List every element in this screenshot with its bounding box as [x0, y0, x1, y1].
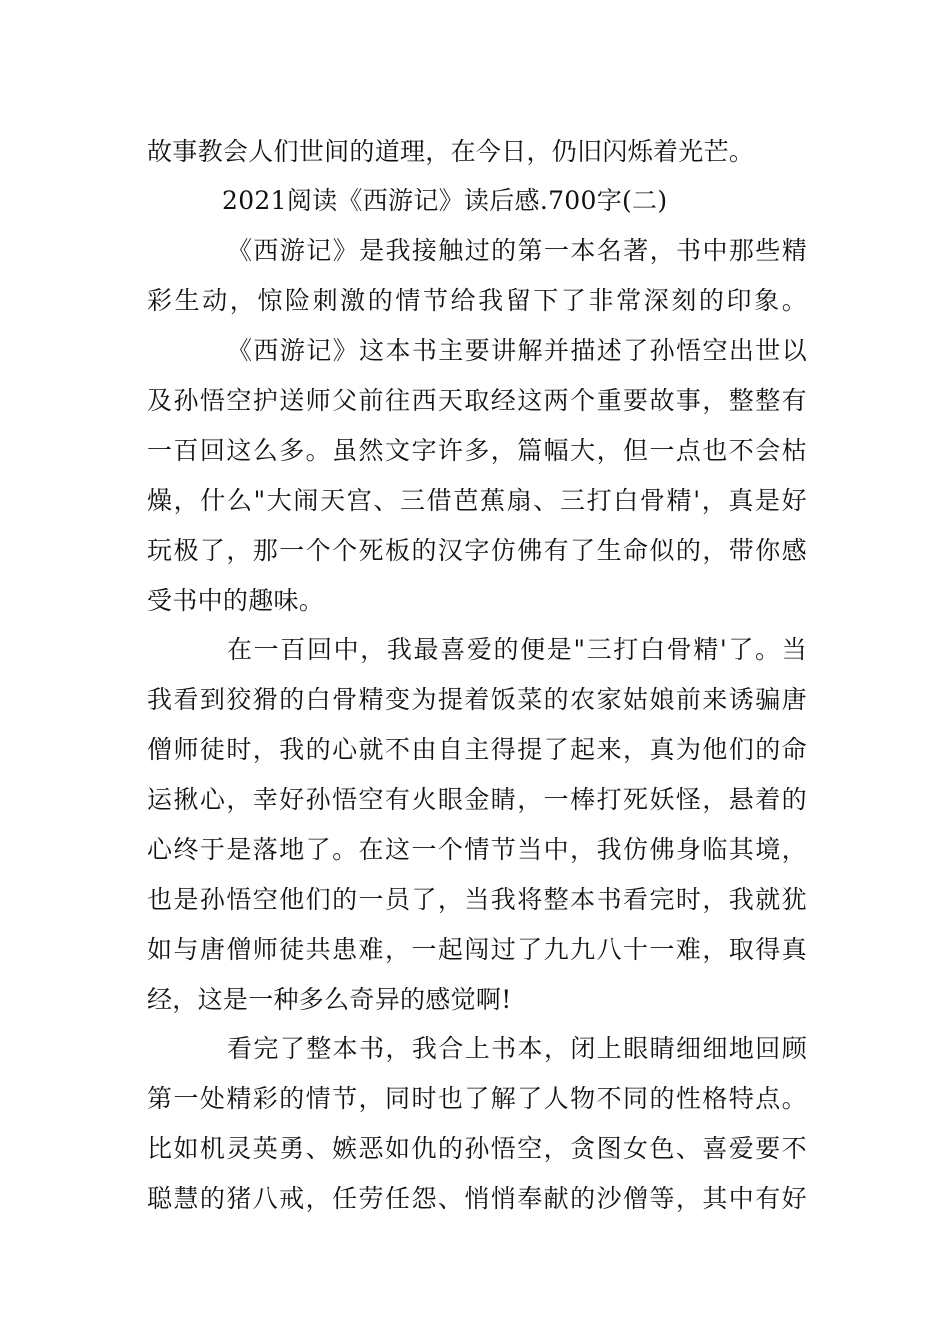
text-line: 僧师徒时，我的心就不由自主得提了起来，真为他们的命	[147, 735, 807, 764]
text-line: 第一处精彩的情节，同时也了解了人物不同的性格特点。	[147, 1084, 807, 1113]
text-line: 及孙悟空护送师父前往西天取经这两个重要故事，整整有	[147, 386, 807, 415]
text-line: 一百回这么多。虽然文字许多，篇幅大，但一点也不会枯	[147, 436, 807, 465]
text-line: 运揪心，幸好孙悟空有火眼金睛，一棒打死妖怪，悬着的	[147, 785, 807, 814]
text-line: 看完了整本书，我合上书本，闭上眼睛细细地回顾	[227, 1034, 807, 1063]
text-line: 燥，什么"大闹天宫、三借芭蕉扇、三打白骨精'，真是好	[147, 486, 807, 515]
text-line: 如与唐僧师徒共患难，一起闯过了九九八十一难，取得真	[147, 935, 807, 964]
text-line: 经，这是一种多么奇异的感觉啊!	[147, 985, 512, 1014]
text-line: 比如机灵英勇、嫉恶如仇的孙悟空，贪图女色、喜爱要不	[147, 1134, 807, 1163]
text-line: 我看到狡猾的白骨精变为提着饭菜的农家姑娘前来诱骗唐	[147, 685, 807, 714]
text-line: 也是孙悟空他们的一员了，当我将整本书看完时，我就犹	[147, 885, 807, 914]
text-line: 《西游记》是我接触过的第一本名著，书中那些精	[227, 236, 807, 265]
text-line: 心终于是落地了。在这一个情节当中，我仿佛身临其境，	[147, 835, 807, 864]
section-title: 2021阅读《西游记》读后感.700字(二)	[222, 186, 668, 215]
text-line: 玩极了，那一个个死板的汉字仿佛有了生命似的，带你感	[147, 536, 807, 565]
text-line: 在一百回中，我最喜爱的便是"三打白骨精'了。当	[227, 635, 807, 664]
text-line: 故事教会人们世间的道理，在今日，仍旧闪烁着光芒。	[147, 137, 755, 166]
text-line: 《西游记》这本书主要讲解并描述了孙悟空出世以	[227, 336, 807, 365]
text-line: 聪慧的猪八戒，任劳任怨、悄悄奉献的沙僧等，其中有好	[147, 1184, 807, 1213]
text-line: 受书中的趣味。	[147, 586, 325, 615]
text-line: 彩生动，惊险刺激的情节给我留下了非常深刻的印象。	[147, 286, 807, 315]
